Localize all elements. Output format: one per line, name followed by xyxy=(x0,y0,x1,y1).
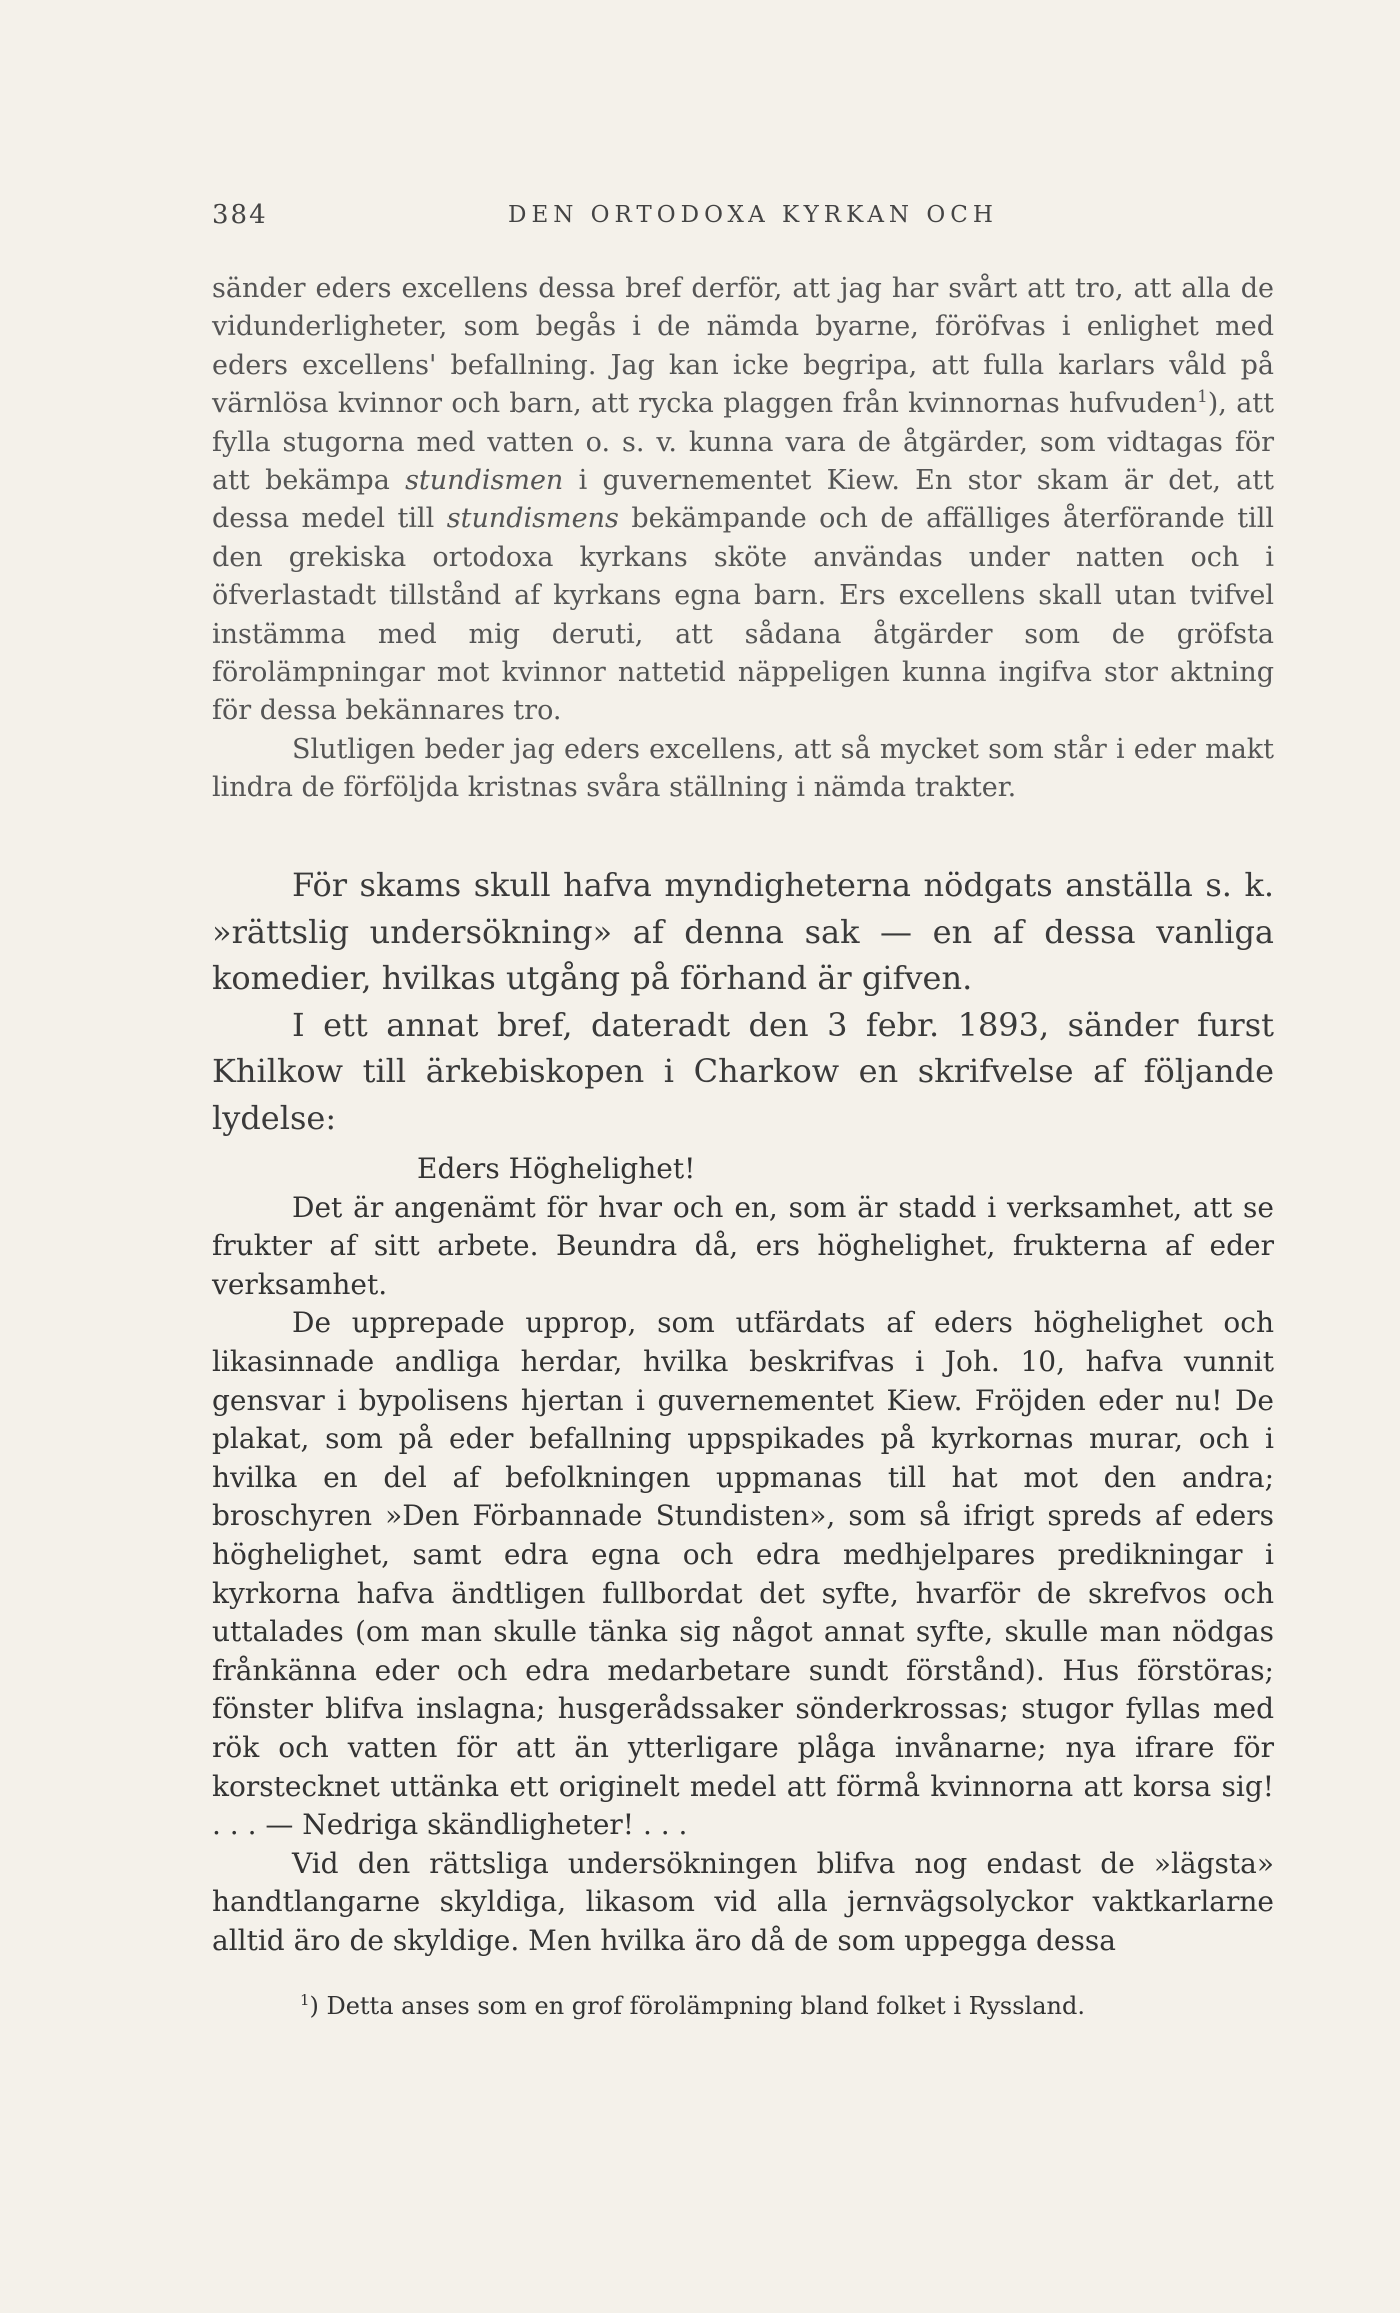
paragraph: sänder eders excellens dessa bref derför, att jag har svårt att tro, att alla de vidunderligheter, som begås i de nämda byarne, föröfvas i enlighet med eders excellens' befallning. Jag kan icke begripa, att fulla karlars våld på värnlösa kvinnor och barn, att rycka plaggen från kvinnornas hufvuden$^1$), att fylla stugorna med vatten o. s. v. kunna vara de åtgärder, som vidtagas för att bekämpa stundismen i guvernementet Kiew. En stor skam är det, att dessa medel till stundismens bekämpande och de affälliges återförande till den grekiska ortodoxa kyrkans sköte användas under natten och i öfverlastadt tillstånd af kyrkans egna barn. Ers excellens skall utan tvifvel instämma med mig deruti, att sådana åtgärder som de gröfsta förolämpningar mot kvinnor nattetid näppeligen kunna ingifva stor aktning för dessa bekännares tro. xyxy=(212,273,1275,727)
paragraph: I ett annat bref, dateradt den 3 febr. 1893, sänder furst Khilkow till ärkebiskopen i Charkow en skrifvelse af följande lydelse: xyxy=(212,1005,1274,1137)
body-text xyxy=(212,862,1274,1141)
running-title: DEN ORTODOXA KYRKAN OCH xyxy=(508,202,998,228)
quoted-letter xyxy=(212,1150,1274,1960)
quoted-letter-continuation xyxy=(212,270,1274,808)
footnote-marker: 1 xyxy=(300,1991,310,2009)
paragraph: Vid den rättsliga undersökningen blifva nog endast de »lägsta» handtlangarne skyldiga, likasom vid alla jernvägsolyckor vaktkarlarne alltid äro de skyldige. Men hvilka äro då de som uppegga dessa xyxy=(212,1846,1274,1957)
paragraph: De upprepade upprop, som utfärdats af eders höghelighet och likasinnade andliga herdar, hvilka beskrifvas i Joh. 10, hafva vunnit gensvar i bypolisens hjertan i guvernementet Kiew. Fröjden eder nu! De plakat, som på eder befallning uppspikades på kyrkornas murar, och i hvilka en del af befolkningen uppmanas till hat mot den andra; broschyren »Den Förbannade Stundisten», som så ifrigt spreds af eders höghelighet, samt edra egna och edra medhjelpares predikningar i kyrkorna hafva ändtligen fullbordat det syfte, hvarför de skrefvos och uttalades (om man skulle tänka sig något annat syfte, skulle man nödgas frånkänna eder och edra medarbetare sundt förstånd). Hus förstöras; fönster blifva inslagna; husgerådssaker sönderkrossas; stugor fyllas med rök och vatten för att än ytterligare plåga invånarne; nya ifrare för korstecknet uttänka ett originelt medel att förmå kvinnorna att korsa sig! . . . — Nedriga skändligheter! . . . xyxy=(212,1306,1274,1842)
paragraph: Slutligen beder jag eders excellens, att så mycket som står i eder makt lindra de förföljda kristnas svåra ställning i nämda trakter. xyxy=(212,733,1274,804)
page-number: 384 xyxy=(212,200,268,230)
paragraph: Det är angenämt för hvar och en, som är stadd i verksamhet, att se frukter af sitt arbete. Beundra då, ers höghelighet, frukterna af eder verksamhet. xyxy=(212,1190,1274,1301)
emphasis: stundismens xyxy=(446,503,619,535)
footnote: $^1$) Detta anses som en grof förolämpning bland folket i Ryssland. xyxy=(300,1991,1085,2020)
running-header xyxy=(212,200,1274,240)
salutation: Eders Höghelighet! xyxy=(417,1152,696,1185)
emphasis: stundismen xyxy=(405,465,564,497)
paragraph: För skams skull hafva myndigheterna nödgats anställa s. k. »rättslig undersökning» af denna sak — en af dessa vanliga komedier, hvilkas utgång på förhand är gifven. xyxy=(212,866,1274,997)
footnote-marker: 1 xyxy=(1197,386,1208,407)
